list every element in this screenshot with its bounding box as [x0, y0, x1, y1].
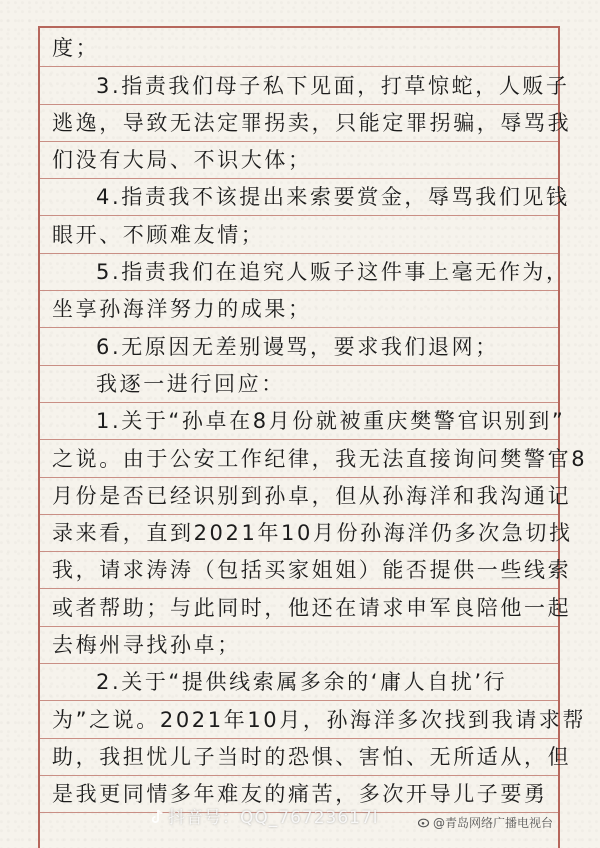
letter-text-line: 度；: [52, 36, 100, 61]
ruled-line: [40, 515, 573, 552]
ruled-line: [40, 254, 570, 291]
weibo-icon: [418, 816, 430, 828]
letter-text-line: 2.关于“提供线索属多余的‘庸人自扰’行: [96, 670, 508, 695]
letter-text-line: 月份是否已经识别到孙卓，但从孙海洋和我沟通记: [52, 483, 572, 508]
ruled-line: [40, 142, 558, 179]
ruled-line: [40, 291, 558, 328]
letter-text-line: 们没有大局、不识大体；: [52, 148, 312, 173]
letter-text-line: 或者帮助；与此同时，他还在请求申军良陪他一起: [52, 595, 572, 620]
letter-text-line: 我，请求涛涛（包括买家姐姐）能否提供一些线索: [52, 558, 572, 583]
ruled-line: [40, 403, 566, 440]
letter-text-line: 坐享孙海洋努力的成果；: [52, 297, 312, 322]
letter-text-line: 之说。由于公安工作纪律，我无法直接询问樊警官8: [52, 446, 588, 471]
ruled-line: [40, 701, 587, 738]
ruled-line: [40, 366, 558, 403]
ruled-line: [40, 217, 558, 254]
source-text: @青岛网络广播电视台: [433, 816, 554, 830]
letter-text-line: 是我更同情多年难友的痛苦，多次开导儿子要勇: [52, 782, 548, 807]
ruled-line: [40, 478, 572, 515]
letter-text-line: 为”之说。2021年10月，孙海洋多次找到我请求帮: [52, 707, 587, 732]
letter-text-line: 逃逸，导致无法定罪拐卖，只能定罪拐骗，辱骂我: [52, 110, 572, 135]
ruled-line: [40, 664, 558, 701]
douyin-watermark: [150, 803, 379, 828]
letter-text-line: 眼开、不顾难友情；: [52, 222, 265, 247]
letter-frame: [38, 26, 588, 848]
watermark-text: 抖音号：QQ_76723617l: [168, 808, 379, 828]
ruled-line: [40, 179, 570, 216]
tiktok-icon: [150, 809, 164, 825]
ruled-line: [40, 440, 588, 477]
ruled-line: [40, 67, 570, 104]
letter-text-line: 我逐一进行回应：: [96, 371, 285, 396]
letter-text-line: 4.指责我不该提出来索要赏金，辱骂我们见钱: [96, 185, 570, 210]
letter-text-line: 录来看，直到2021年10月份孙海洋仍多次急切找: [52, 521, 573, 546]
ruled-line: [40, 552, 572, 589]
letter-text-line: 助，我担忧儿子当时的恐惧、害怕、无所适从，但: [52, 744, 572, 769]
ruled-line: [40, 590, 572, 627]
ruled-line: [40, 30, 558, 67]
letter-text-line: 5.指责我们在追究人贩子这件事上毫无作为，: [96, 260, 570, 285]
letter-text-line: 3.指责我们母子私下见面，打草惊蛇，人贩子: [96, 73, 570, 98]
ruled-line: [40, 105, 572, 142]
ruled-line: [40, 739, 572, 776]
source-mark: [418, 814, 553, 831]
letter-text-line: 去梅州寻找孙卓；: [52, 633, 241, 658]
letter-text-line: 1.关于“孙卓在8月份就被重庆樊警官识别到”: [96, 409, 566, 434]
ruled-line: [40, 328, 558, 365]
ruled-line: [40, 627, 558, 664]
letter-text-line: 6.无原因无差别谩骂，要求我们退网；: [96, 334, 499, 359]
